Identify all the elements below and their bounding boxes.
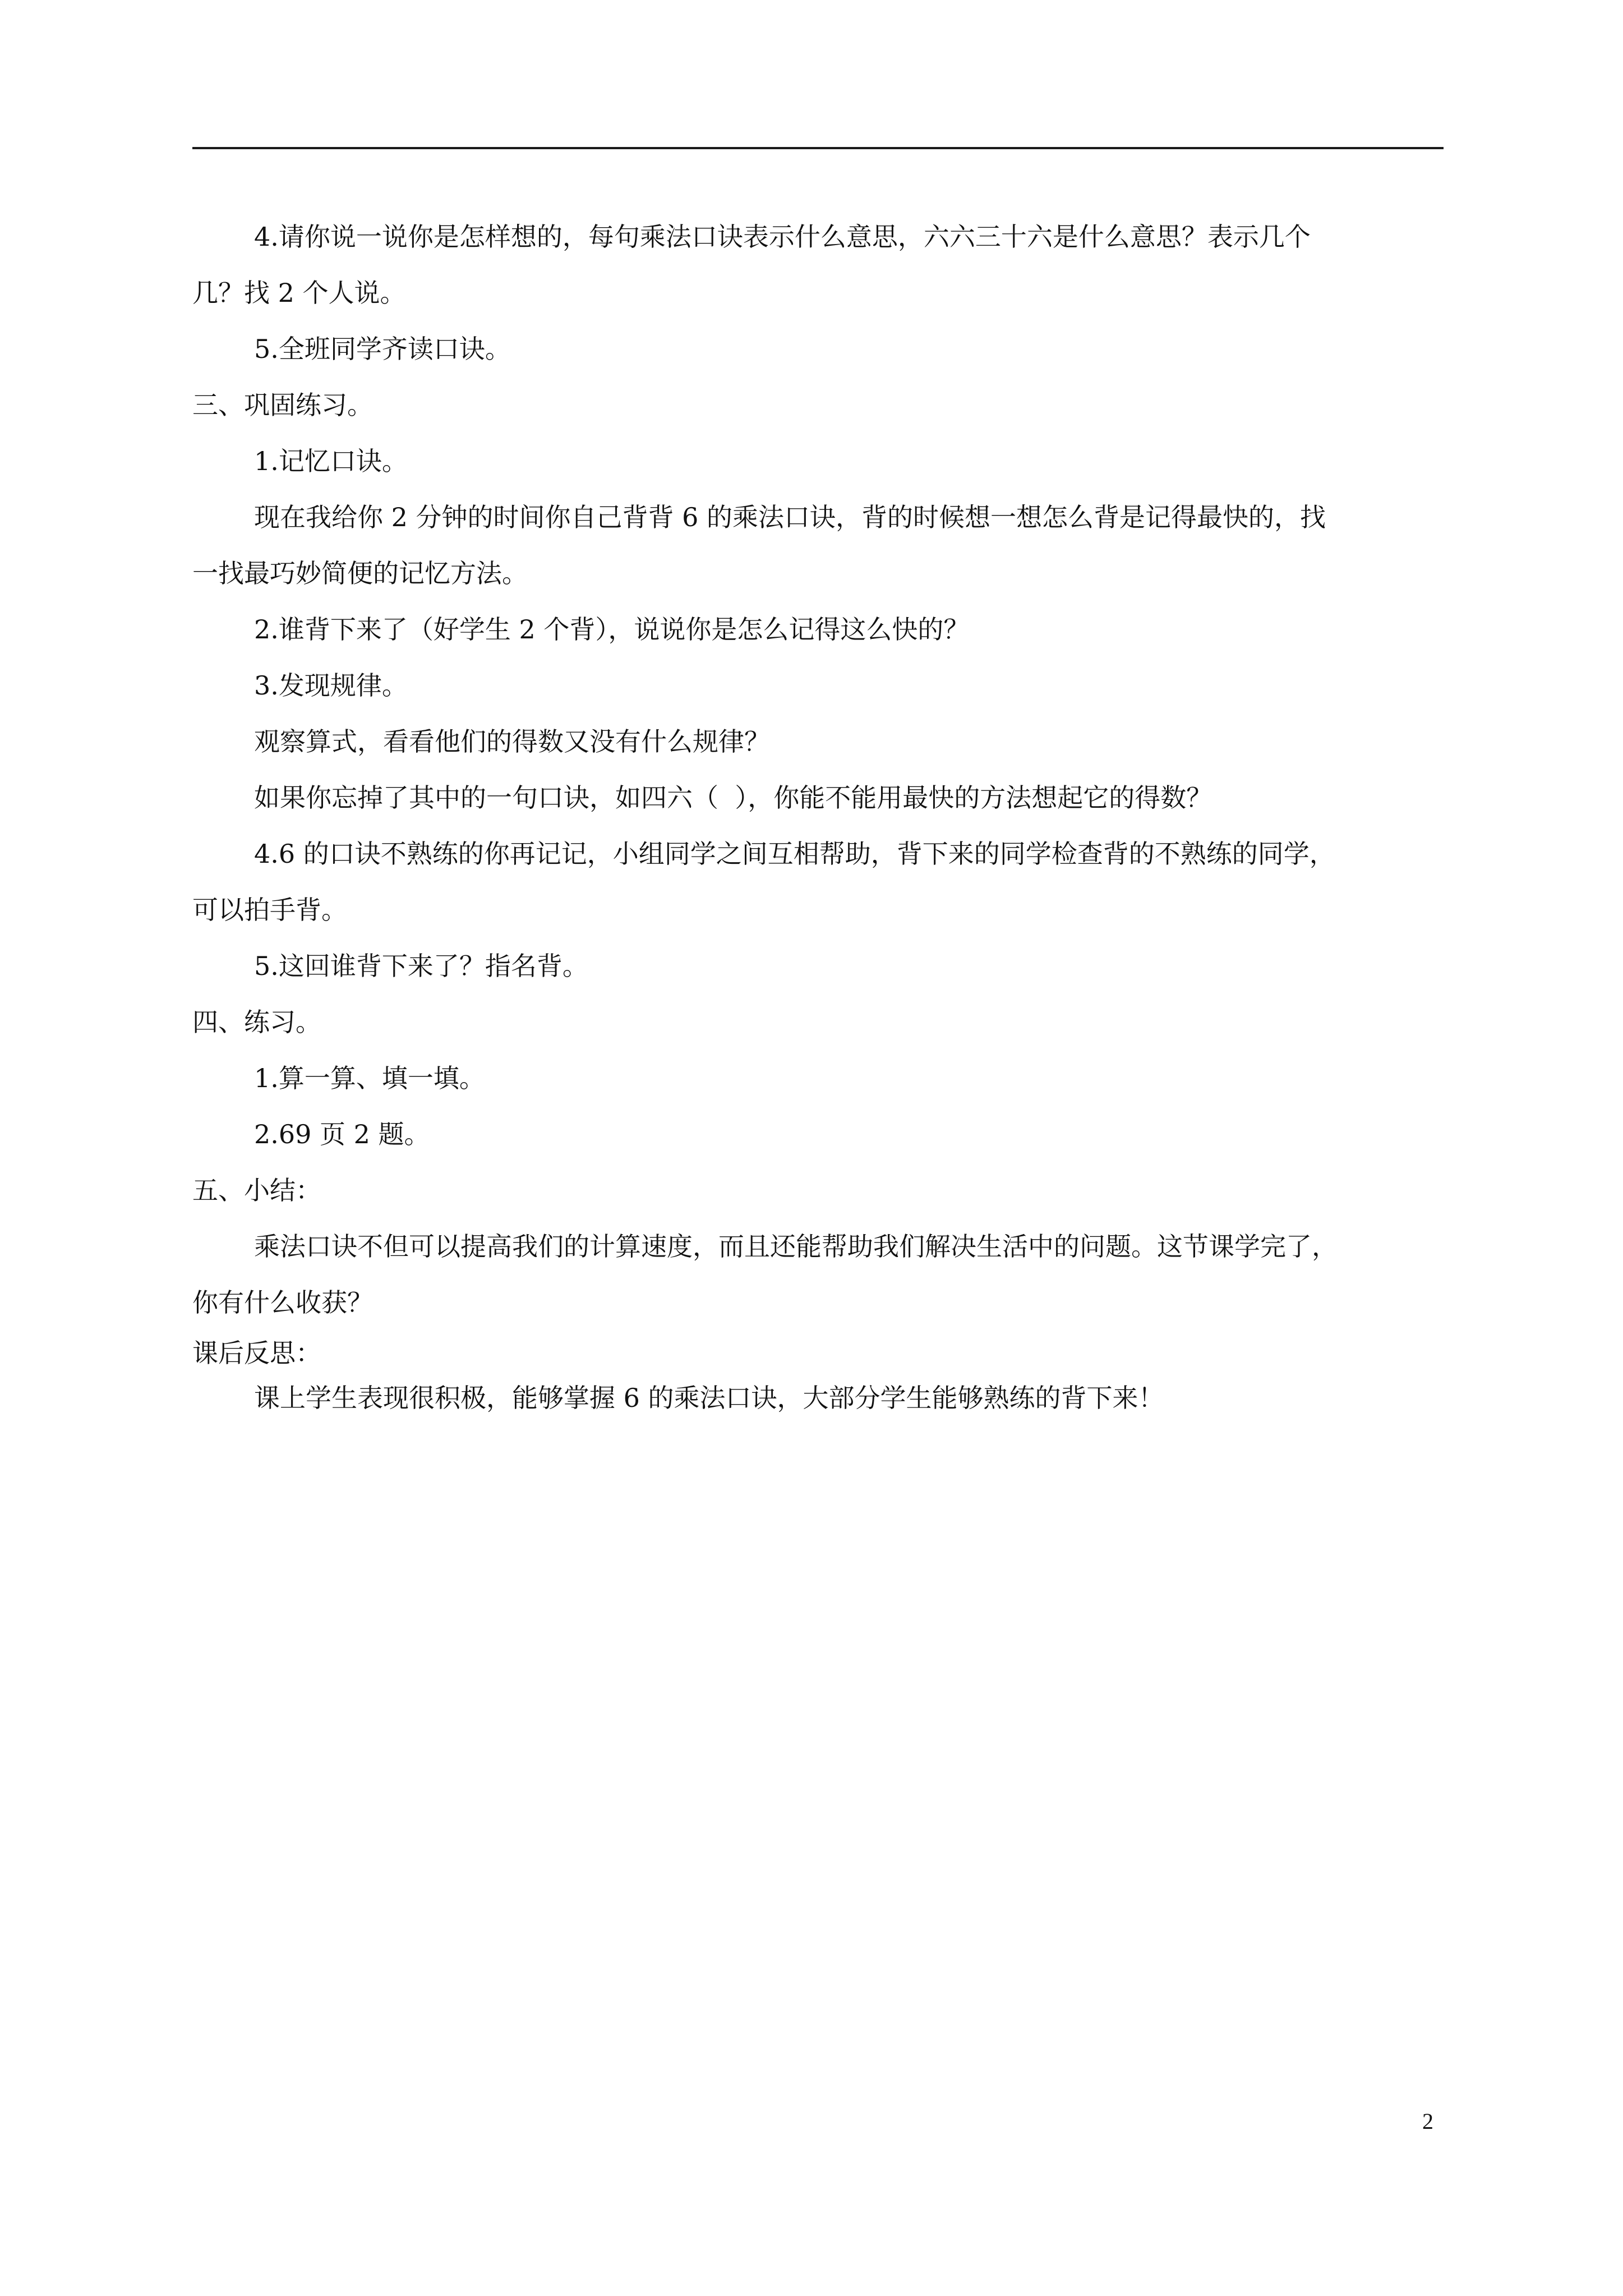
paragraph-group-help-cont: 可以拍手背。 — [192, 895, 347, 925]
paragraph-two-minutes: 现在我给你 2 分钟的时间你自己背背 6 的乘法口诀，背的时候想一想怎么背是记得最快的，找 — [254, 502, 1326, 532]
document-body — [192, 209, 1444, 1420]
paragraph-5-read-together: 5.全班同学齐读口诀。 — [254, 334, 511, 364]
paragraph-4-explain: 4.请你说一说你是怎样想的，每句乘法口诀表示什么意思，六六三十六是什么意思？表示几个 — [254, 222, 1311, 252]
page-number: 2 — [1422, 2109, 1433, 2134]
header-rule — [192, 147, 1444, 149]
paragraph-observe: 观察算式，看看他们的得数又没有什么规律？ — [254, 726, 770, 757]
paragraph-reflection: 课上学生表现很积极，能够掌握 6 的乘法口诀，大部分学生能够熟练的背下来！ — [254, 1383, 1164, 1413]
paragraph-4-explain-cont: 几？找 2 个人说。 — [192, 278, 406, 308]
paragraph-summary-cont: 你有什么收获？ — [192, 1287, 373, 1318]
paragraph-who-recited: 2.谁背下来了（好学生 2 个背），说说你是怎么记得这么快的？ — [254, 614, 970, 645]
paragraph-memorize: 1.记忆口诀。 — [254, 446, 408, 476]
heading-reflection: 课后反思： — [192, 1338, 321, 1368]
paragraph-summary: 乘法口诀不但可以提高我们的计算速度，而且还能帮助我们解决生活中的问题。这节课学完了， — [254, 1231, 1338, 1262]
section-heading-practice: 三、巩固练习。 — [192, 390, 373, 420]
paragraph-two-minutes-cont: 一找最巧妙简便的记忆方法。 — [192, 558, 528, 588]
paragraph-name-recite: 5.这回谁背下来了？指名背。 — [254, 951, 588, 981]
paragraph-page-69: 2.69 页 2 题。 — [254, 1119, 430, 1149]
section-heading-summary: 五、小结： — [192, 1175, 321, 1205]
section-heading-exercise: 四、练习。 — [192, 1007, 321, 1037]
paragraph-find-pattern: 3.发现规律。 — [254, 670, 408, 701]
paragraph-forgot: 如果你忘掉了其中的一句口诀，如四六（ ），你能不能用最快的方法想起它的得数？ — [254, 783, 1212, 813]
paragraph-calc-fill: 1.算一算、填一填。 — [254, 1063, 485, 1093]
paragraph-group-help: 4.6 的口诀不熟练的你再记记，小组同学之间互相帮助，背下来的同学检查背的不熟练的同学， — [254, 839, 1335, 869]
